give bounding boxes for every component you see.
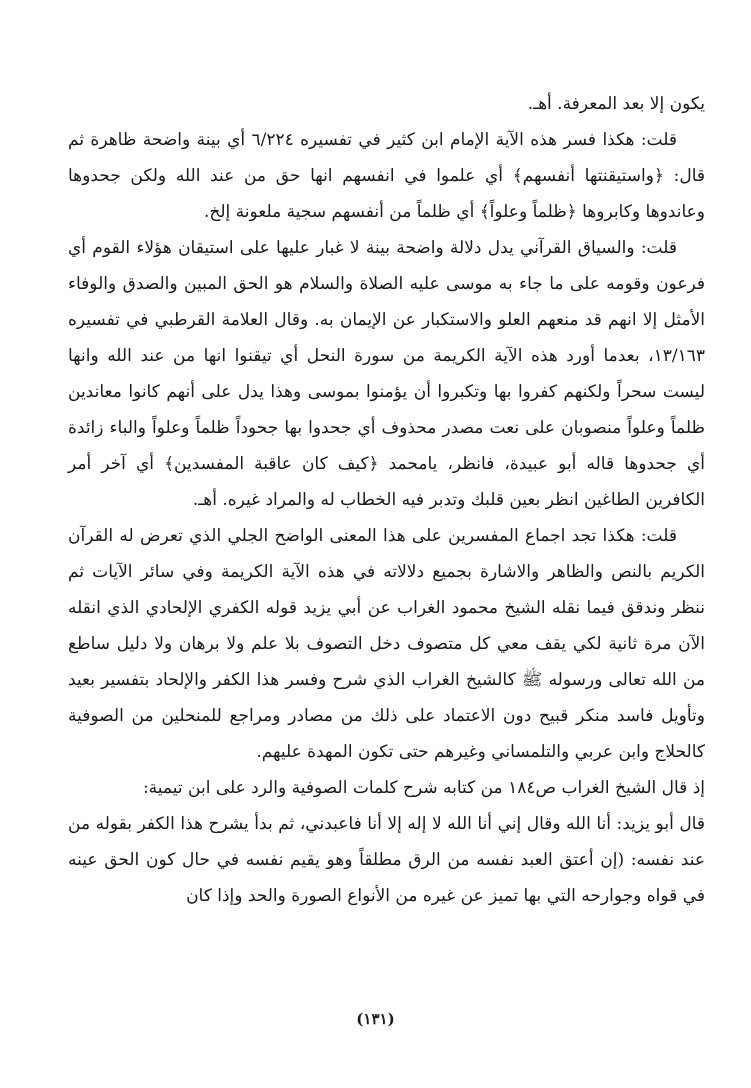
paragraph-6: قال أبو يزيد: أنا الله وقال إني أنا الله لا إله إلا أنا فاعبدني، ثم بدأ يشرح هذا الكفر بقوله من عند نفسه: (إن أعتق العبد نفسه من الرق مطلقاً وهو يقيم نفسه في حال كون الحق عينه في قواه وجوارحه التي بها تميز عن غيره من الأنواع الصورة والحد وإذا كان (68, 814, 705, 906)
paragraph-3: قلت: والسياق القرآني يدل دلالة واضحة بينة لا غبار عليها على استيقان هؤلاء القوم أي فرعون وقومه على ما جاء به موسى عليه الصلاة والسلام هو الحق المبين والصدق والوفاء الأمثل إلا انهم قد منعهم العلو والاستكبار عن الإيمان به. وقال العلامة القرطبي في تفسيره ١٣/١٦٣، بعدما أورد هذه الآية الكريمة من سورة النحل أي تيقنوا انها من عند الله وانها ليست سحراً ولكنهم كفروا بها وتكبروا أن يؤمنوا بموسى وهذا يدل على أنهم كانوا معاندين ظلماً وعلواً منصوبان على نعت مصدر محذوف أي جحدوا بها جحوداً ظلماً وعلواً والباء زائدة أي جحدوها قاله أبو عبيدة، فانظر، يامحمد ﴿كيف كان عاقبة المفسدين﴾ أي آخر أمر الكافرين الطاغين انظر بعين قلبك وتدبر فيه الخطاب له والمراد غيره. أهـ. (68, 238, 705, 510)
page-number: (١٣١) (356, 1010, 395, 1028)
paragraph-5: إذ قال الشيخ الغراب ص١٨٤ من كتابه شرح كلمات الصوفية والرد على ابن تيمية: (142, 778, 705, 798)
paragraph-4: قلت: هكذا تجد اجماع المفسرين على هذا المعنى الواضح الجلي الذي تعرض له القرآن الكريم بالنص والظاهر والاشارة بجميع دلالاته في هذه الآية الكريمة وفي سائر الآيات ثم ننظر وندقق فيما نقله الشيخ محمود الغراب عن أبي يزيد قوله الكفري الإلحادي الذي انقله الآن مرة ثانية لكي يقف معي كل متصوف دخل التصوف بلا علم ولا برهان ولا دليل ساطع من الله تعالى ورسوله ﷺ كالشيخ الغراب الذي شرح وفسر هذا الكفر والإلحاد بتفسير بعيد وتأويل فاسد منكر قبيح دون الاعتماد على ذلك من مصادر ومراجع للمنحلين من الصوفية كالحلاج وابن عربي والتلمساني وغيرهم حتى تكون المهدة عليهم. (68, 526, 705, 762)
page-body (68, 86, 705, 914)
paragraph-1: يكون إلا بعد المعرفة. أهـ. (527, 94, 705, 114)
paragraph-2: قلت: هكذا فسر هذه الآية الإمام ابن كثير في تفسيره ٦/٢٢٤ أي بينة واضحة ظاهرة ثم قال: ﴿واستيقنتها أنفسهم﴾ أي علموا في انفسهم انها حق من عند الله ولكن جحدوها وعاندوها وكابروها ﴿ظلماً وعلواً﴾ أي ظلماً من أنفسهم سجية ملعونة إلخ. (68, 130, 705, 222)
